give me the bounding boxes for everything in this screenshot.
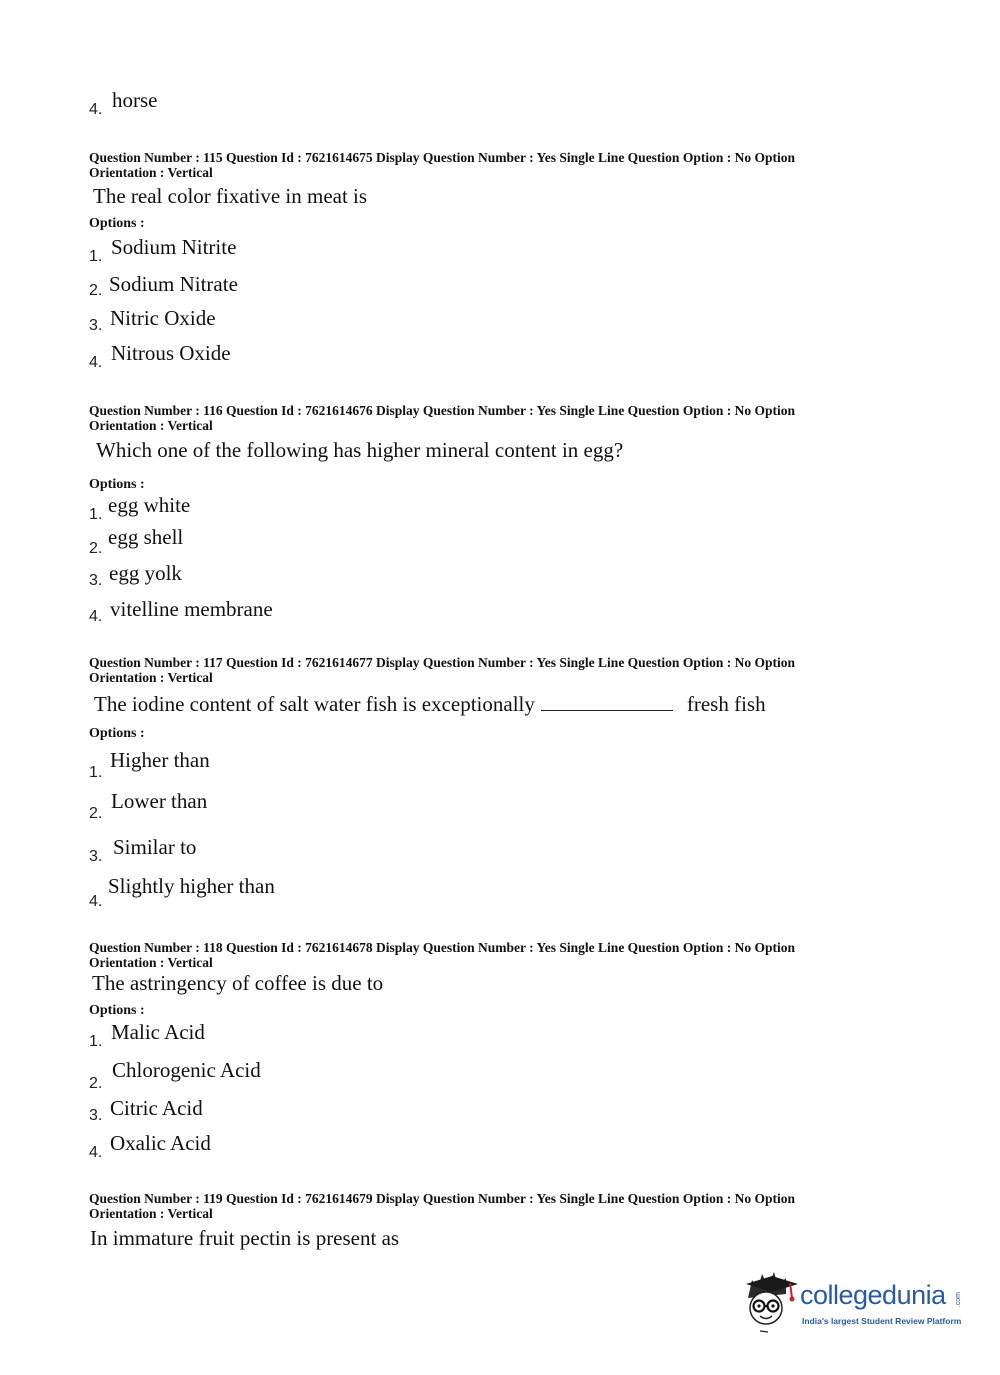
question-text: Which one of the following has higher mineral content in egg? xyxy=(96,438,624,462)
option-number: 1. xyxy=(89,764,103,781)
question-text-part: The iodine content of salt water fish is exceptionally xyxy=(94,692,535,716)
brand-tagline: India's largest Student Review Platform xyxy=(802,1316,962,1326)
option-number: 4. xyxy=(89,1144,103,1161)
option-text: egg yolk xyxy=(109,561,182,585)
question-meta-line: Question Number : 116 Question Id : 7621614676 Display Question Number : Yes Single Line Question Option : No Option xyxy=(89,403,795,418)
question-text: In immature fruit pectin is present as xyxy=(90,1226,400,1250)
option-number: 2. xyxy=(89,540,103,557)
question-meta-line: Question Number : 117 Question Id : 7621614677 Display Question Number : Yes Single Line Question Option : No Option xyxy=(89,655,795,670)
option-number: 2. xyxy=(89,282,103,299)
brand-name: collegedunia xyxy=(800,1280,946,1310)
brand-suffix: .com xyxy=(955,1292,962,1308)
question-meta xyxy=(89,150,795,180)
question-meta-line: Orientation : Vertical xyxy=(89,418,213,433)
options-label: Options : xyxy=(89,726,145,741)
question-meta-line: Orientation : Vertical xyxy=(89,670,213,685)
option-text: egg white xyxy=(108,493,191,517)
collegedunia-logo xyxy=(742,1268,974,1340)
question-text xyxy=(94,691,766,717)
question-meta-line: Orientation : Vertical xyxy=(89,165,213,180)
option-text: Nitric Oxide xyxy=(110,306,216,330)
option-text: Malic Acid xyxy=(111,1020,205,1044)
question-text: The real color fixative in meat is xyxy=(93,184,368,208)
option-number: 4. xyxy=(89,354,103,371)
option-text: Nitrous Oxide xyxy=(111,341,231,365)
option-text: Chlorogenic Acid xyxy=(112,1058,261,1082)
options-label: Options : xyxy=(89,477,145,492)
question-text-part: fresh fish xyxy=(686,692,766,716)
option-number: 4. xyxy=(89,608,103,625)
question-meta-line: Question Number : 119 Question Id : 7621614679 Display Question Number : Yes Single Line Question Option : No Option xyxy=(89,1191,795,1206)
options-label: Options : xyxy=(89,1003,145,1018)
question-meta xyxy=(89,1191,795,1221)
option-text: Higher than xyxy=(110,748,210,772)
option-text: Citric Acid xyxy=(110,1096,203,1120)
option-number: 1. xyxy=(89,506,103,523)
option-number: 3. xyxy=(89,572,103,589)
option-number: 4. xyxy=(89,101,103,118)
option-text: egg shell xyxy=(108,525,184,549)
option-text: Oxalic Acid xyxy=(110,1131,211,1155)
option-text: Lower than xyxy=(111,789,208,813)
mascot-icon xyxy=(742,1268,800,1338)
option-text: Slightly higher than xyxy=(108,874,275,898)
question-text: The astringency of coffee is due to xyxy=(92,971,384,995)
question-meta-line: Question Number : 115 Question Id : 7621614675 Display Question Number : Yes Single Line Question Option : No Option xyxy=(89,150,795,165)
options-label: Options : xyxy=(89,216,145,231)
option-number: 4. xyxy=(89,893,103,910)
fill-in-blank xyxy=(541,691,673,711)
option-number: 3. xyxy=(89,317,103,334)
option-number: 3. xyxy=(89,1107,103,1124)
option-number: 3. xyxy=(89,848,103,865)
question-meta-line: Orientation : Vertical xyxy=(89,955,213,970)
question-meta xyxy=(89,403,795,433)
question-meta-line: Question Number : 118 Question Id : 7621614678 Display Question Number : Yes Single Line Question Option : No Option xyxy=(89,940,795,955)
option-number: 1. xyxy=(89,1033,103,1050)
question-meta xyxy=(89,655,795,685)
question-meta-line: Orientation : Vertical xyxy=(89,1206,213,1221)
option-text: Sodium Nitrite xyxy=(111,235,237,259)
question-meta xyxy=(89,940,795,970)
option-text: Sodium Nitrate xyxy=(109,272,238,296)
option-number: 2. xyxy=(89,805,103,822)
option-number: 1. xyxy=(89,248,103,265)
option-text: horse xyxy=(112,88,158,112)
option-number: 2. xyxy=(89,1075,103,1092)
option-text: vitelline membrane xyxy=(110,597,273,621)
option-text: Similar to xyxy=(113,835,197,859)
